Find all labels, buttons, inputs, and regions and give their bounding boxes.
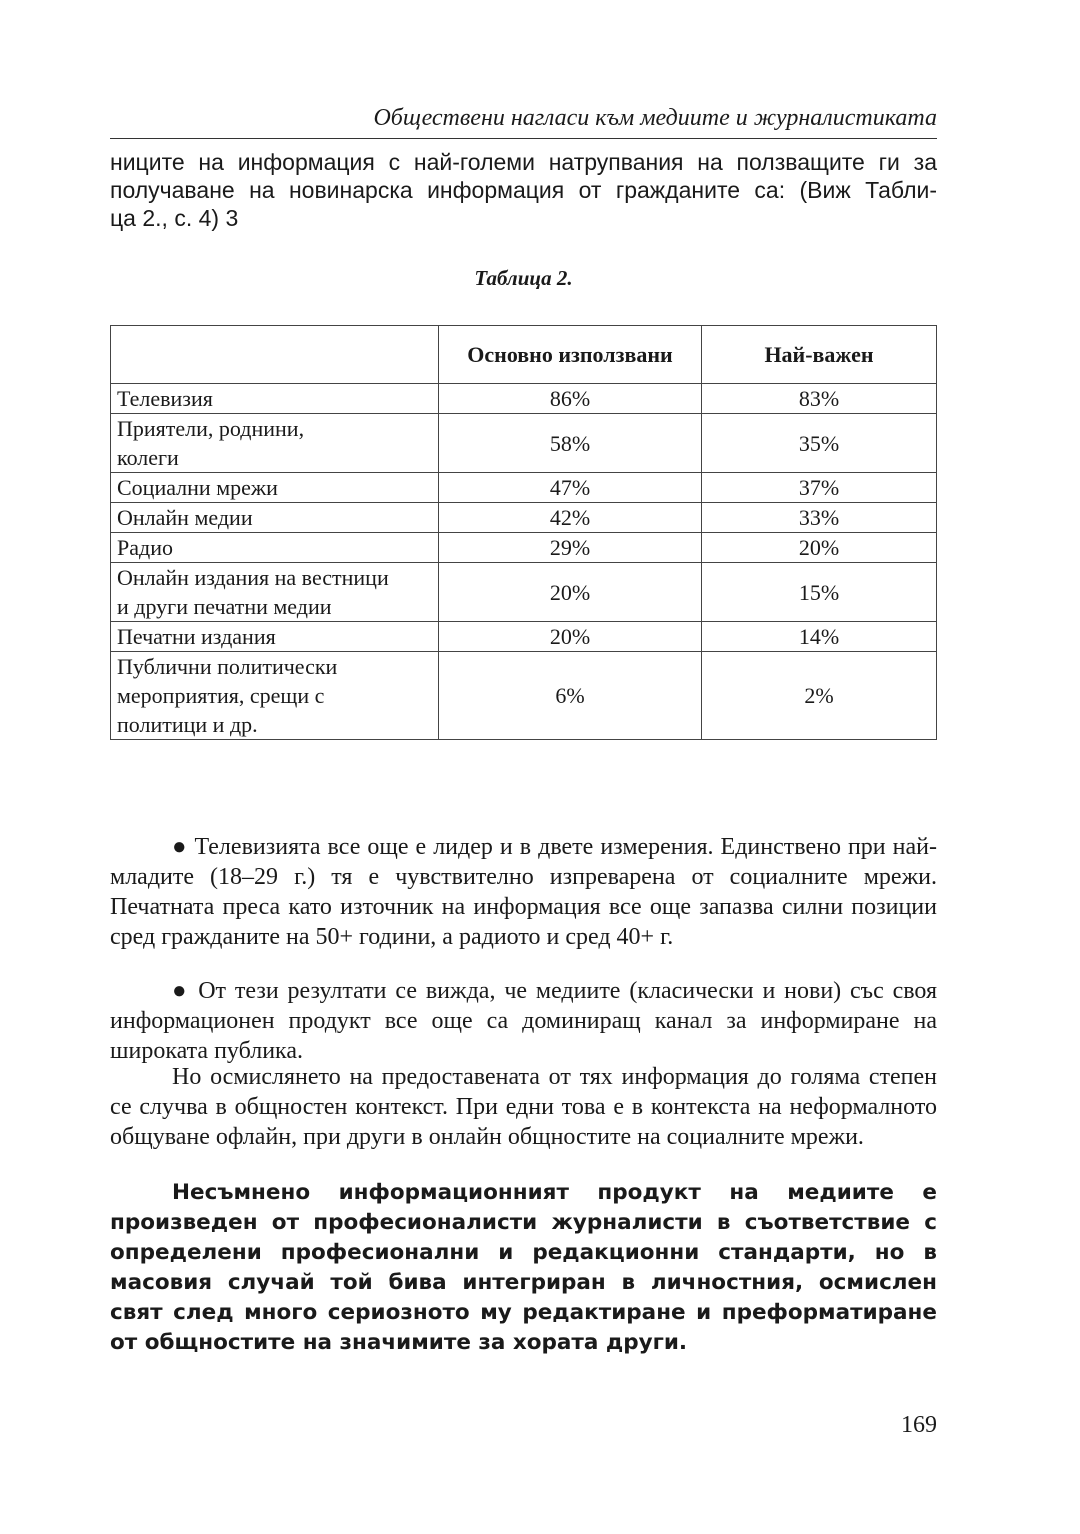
most-cell: 20% bbox=[702, 533, 937, 563]
table-row bbox=[111, 473, 937, 503]
most-cell: 35% bbox=[702, 414, 937, 473]
intro-line: получаване на новинарска информация от гражданите са: (Виж Табли- bbox=[110, 177, 937, 203]
paragraph-media-dominant: ● От тези резултати се вижда, че медиите (класически и нови) със своя информационен продукт все още са доминиращ канал за информиране на широката публика. bbox=[110, 978, 937, 1064]
table-row bbox=[111, 503, 937, 533]
intro-paragraph bbox=[110, 148, 937, 232]
source-cell: Публични политически мероприятия, срещи с политици и др. bbox=[111, 652, 439, 740]
most-cell: 83% bbox=[702, 384, 937, 414]
main-cell: 20% bbox=[439, 622, 702, 652]
paragraph-community-context: Но осмислянето на предоставената от тях информация до голяма степен се случва в общностен контекст. При едни това е в контекста на неформалното общуване офлайн, при други в онлайн общностите на социалните мрежи. bbox=[110, 1064, 937, 1150]
most-cell: 37% bbox=[702, 473, 937, 503]
source-cell: Онлайн медии bbox=[111, 503, 439, 533]
most-cell: 2% bbox=[702, 652, 937, 740]
intro-line: ниците на информация с най-големи натрупвания на ползващите ги за bbox=[110, 149, 937, 175]
main-cell: 6% bbox=[439, 652, 702, 740]
intro-line: ца 2., с. 4) 3 bbox=[110, 205, 239, 231]
paragraph-bold-conclusion: Несъмнено информационният продукт на медиите е произведен от професионалисти журналисти в съответствие с определени професионални и редакционни стандарти, но в масовия случай той бива интегриран в личностния, осмислен свят след много сериозното му редактиране и преформатиране от общностите на значимите за хората други. bbox=[110, 1180, 937, 1355]
source-cell: Приятели, роднини, колеги bbox=[111, 414, 439, 473]
main-cell: 29% bbox=[439, 533, 702, 563]
most-cell: 15% bbox=[702, 563, 937, 622]
paragraph-television-leader: ● Телевизията все още е лидер и в двете измерения. Единствено при най-младите (18–29 г.) тя е чувствително изпреварена от социалните мрежи. Печатната преса като източник на информация все още запазва силни позиции сред гражданите на 50+ години, а радиото и сред 40+ г. bbox=[110, 834, 937, 950]
source-cell: Социални мрежи bbox=[111, 473, 439, 503]
main-cell: 47% bbox=[439, 473, 702, 503]
main-cell: 20% bbox=[439, 563, 702, 622]
table-row bbox=[111, 563, 937, 622]
most-cell: 33% bbox=[702, 503, 937, 533]
header-main: Основно използвани bbox=[439, 326, 702, 384]
table-row bbox=[111, 622, 937, 652]
table-row bbox=[111, 533, 937, 563]
source-cell: Телевизия bbox=[111, 384, 439, 414]
most-cell: 14% bbox=[702, 622, 937, 652]
table-row bbox=[111, 384, 937, 414]
table-caption: Таблица 2. bbox=[474, 266, 573, 290]
main-cell: 86% bbox=[439, 384, 702, 414]
header-most: Най-важен bbox=[702, 326, 937, 384]
source-cell: Радио bbox=[111, 533, 439, 563]
source-cell: Печатни издания bbox=[111, 622, 439, 652]
source-cell: Онлайн издания на вестници и други печатни медии bbox=[111, 563, 439, 622]
main-cell: 42% bbox=[439, 503, 702, 533]
table-header-row bbox=[111, 326, 937, 384]
page-number: 169 bbox=[901, 1412, 937, 1438]
table-row bbox=[111, 414, 937, 473]
header-source bbox=[111, 326, 439, 384]
main-cell: 58% bbox=[439, 414, 702, 473]
table-row bbox=[111, 652, 937, 740]
media-sources-table bbox=[110, 325, 937, 740]
running-head: Обществени нагласи към медиите и журналистиката bbox=[110, 98, 937, 139]
